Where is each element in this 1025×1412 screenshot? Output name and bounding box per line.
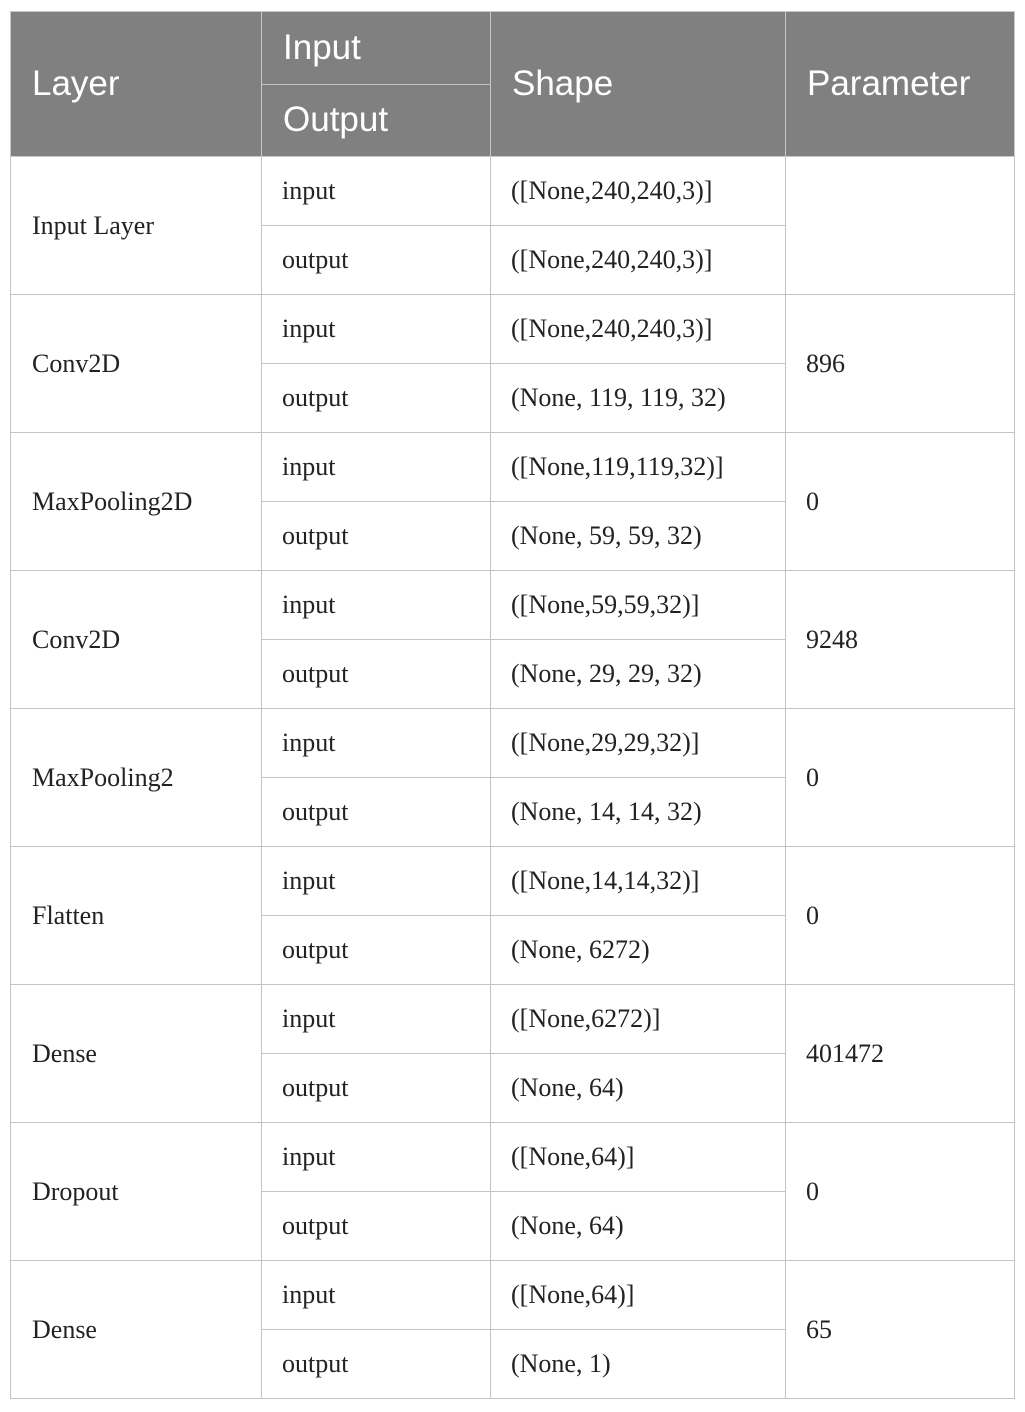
layer-name-cell: Conv2D [11, 295, 262, 433]
shape-cell: ([None,240,240,3)] [491, 157, 786, 226]
shape-cell: ([None,59,59,32)] [491, 571, 786, 640]
io-label-cell: output [262, 778, 491, 847]
layer-name-cell: Dense [11, 1261, 262, 1399]
io-label-cell: output [262, 1054, 491, 1123]
header-input: Input [262, 12, 491, 85]
shape-cell: (None, 119, 119, 32) [491, 364, 786, 433]
shape-cell: ([None,240,240,3)] [491, 226, 786, 295]
parameter-cell [786, 157, 1015, 295]
shape-cell: ([None,119,119,32)] [491, 433, 786, 502]
io-label-cell: input [262, 157, 491, 226]
io-label-cell: input [262, 433, 491, 502]
shape-cell: ([None,6272)] [491, 985, 786, 1054]
layer-name-cell: Dropout [11, 1123, 262, 1261]
shape-cell: ([None,64)] [491, 1261, 786, 1330]
table-header [11, 12, 1015, 157]
table-row-input [11, 847, 1015, 916]
header-row-top [11, 12, 1015, 85]
table-row-input [11, 433, 1015, 502]
layer-summary-table [10, 11, 1015, 1399]
layer-name-cell: MaxPooling2D [11, 433, 262, 571]
io-label-cell: input [262, 847, 491, 916]
layer-name-cell: MaxPooling2 [11, 709, 262, 847]
parameter-cell: 401472 [786, 985, 1015, 1123]
io-label-cell: input [262, 1123, 491, 1192]
layer-name-cell: Flatten [11, 847, 262, 985]
table-row-input [11, 571, 1015, 640]
io-label-cell: input [262, 985, 491, 1054]
io-label-cell: input [262, 709, 491, 778]
shape-cell: (None, 6272) [491, 916, 786, 985]
layer-name-cell: Conv2D [11, 571, 262, 709]
io-label-cell: input [262, 1261, 491, 1330]
io-label-cell: input [262, 571, 491, 640]
io-label-cell: output [262, 916, 491, 985]
header-layer: Layer [11, 12, 262, 157]
table-row-input [11, 157, 1015, 226]
parameter-cell: 896 [786, 295, 1015, 433]
table-body [11, 157, 1015, 1399]
io-label-cell: output [262, 226, 491, 295]
table-row-input [11, 1123, 1015, 1192]
table-row-input [11, 1261, 1015, 1330]
parameter-cell: 65 [786, 1261, 1015, 1399]
shape-cell: (None, 59, 59, 32) [491, 502, 786, 571]
layer-name-cell: Input Layer [11, 157, 262, 295]
io-label-cell: output [262, 364, 491, 433]
shape-cell: (None, 64) [491, 1192, 786, 1261]
io-label-cell: output [262, 1192, 491, 1261]
shape-cell: (None, 1) [491, 1330, 786, 1399]
header-output: Output [262, 84, 491, 157]
io-label-cell: output [262, 640, 491, 709]
table-row-input [11, 295, 1015, 364]
shape-cell: ([None,14,14,32)] [491, 847, 786, 916]
io-label-cell: output [262, 502, 491, 571]
parameter-cell: 0 [786, 709, 1015, 847]
table-row-input [11, 709, 1015, 778]
parameter-cell: 0 [786, 847, 1015, 985]
parameter-cell: 0 [786, 433, 1015, 571]
parameter-cell: 0 [786, 1123, 1015, 1261]
shape-cell: (None, 29, 29, 32) [491, 640, 786, 709]
shape-cell: (None, 64) [491, 1054, 786, 1123]
layer-name-cell: Dense [11, 985, 262, 1123]
header-parameter: Parameter [786, 12, 1015, 157]
shape-cell: ([None,64)] [491, 1123, 786, 1192]
shape-cell: ([None,240,240,3)] [491, 295, 786, 364]
io-label-cell: input [262, 295, 491, 364]
shape-cell: (None, 14, 14, 32) [491, 778, 786, 847]
header-shape: Shape [491, 12, 786, 157]
parameter-cell: 9248 [786, 571, 1015, 709]
io-label-cell: output [262, 1330, 491, 1399]
table-row-input [11, 985, 1015, 1054]
shape-cell: ([None,29,29,32)] [491, 709, 786, 778]
